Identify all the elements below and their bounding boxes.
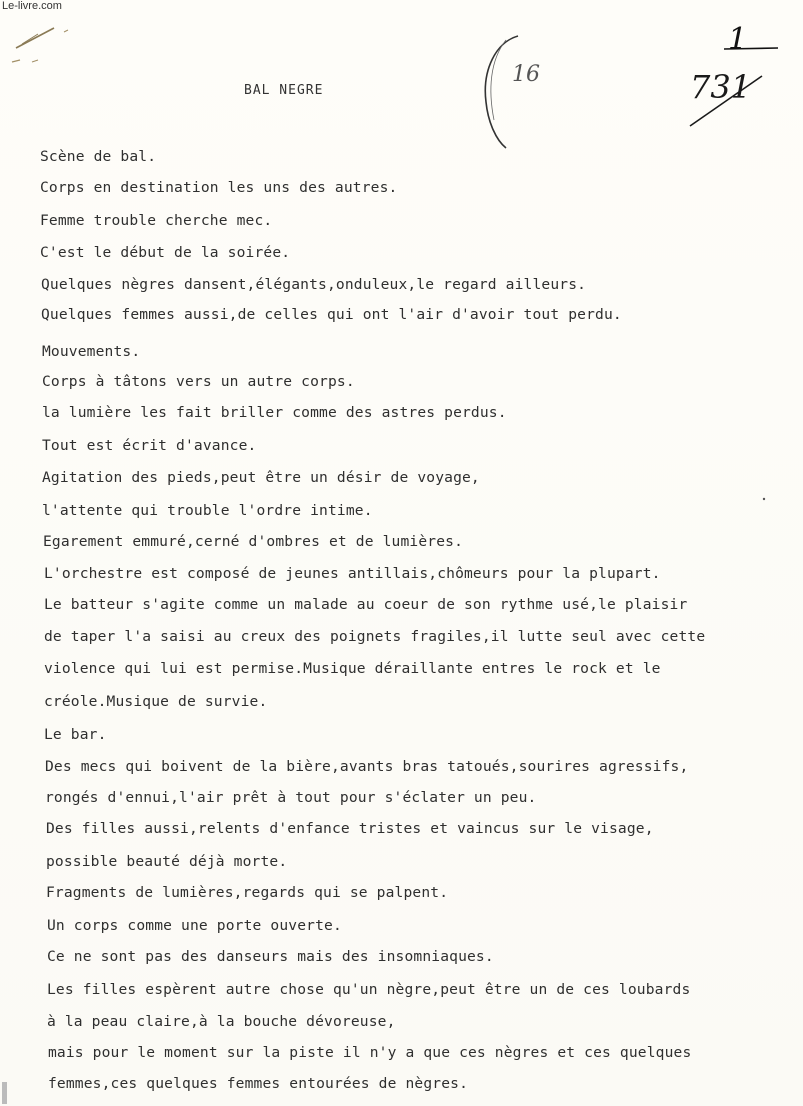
text-line: L'orchestre est composé de jeunes antillais,chômeurs pour la plupart. — [44, 565, 661, 582]
mark-icon — [0, 1078, 20, 1106]
text-line: Agitation des pieds,peut être un désir de voyage, — [42, 469, 480, 486]
text-line: femmes,ces quelques femmes entourées de nègres. — [48, 1075, 469, 1092]
text-line: Quelques nègres dansent,élégants,onduleux,le regard ailleurs. — [41, 276, 587, 293]
text-line: Mouvements. — [42, 343, 141, 360]
text-line: la lumière les fait briller comme des astres perdus. — [42, 404, 507, 421]
underline-icon — [722, 44, 782, 54]
text-line: rongés d'ennui,l'air prêt à tout pour s'éclater un peu. — [45, 789, 537, 806]
pencil-circle-icon — [478, 30, 588, 160]
text-line: Egarement emmuré,cerné d'ombres et de lumières. — [43, 533, 464, 550]
pencil-mark-icon — [8, 22, 88, 92]
watermark: Le-livre.com — [2, 0, 62, 12]
text-line: Tout est écrit d'avance. — [42, 437, 257, 454]
text-line: de taper l'a saisi au creux des poignets fragiles,il lutte seul avec cette — [44, 628, 706, 645]
text-line: Le bar. — [44, 726, 107, 743]
text-line: Un corps comme une porte ouverte. — [47, 917, 342, 934]
text-line: Quelques femmes aussi,de celles qui ont l'air d'avoir tout perdu. — [41, 306, 622, 323]
mark-icon — [760, 495, 770, 505]
text-line: Le batteur s'agite comme un malade au coeur de son rythme usé,le plaisir — [44, 596, 688, 613]
text-line: Corps à tâtons vers un autre corps. — [42, 373, 355, 390]
handwritten-page-number: 1 — [728, 22, 748, 57]
text-line: l'attente qui trouble l'ordre intime. — [42, 502, 373, 519]
text-line: possible beauté déjà morte. — [46, 853, 288, 870]
text-line: Ce ne sont pas des danseurs mais des insomniaques. — [47, 948, 494, 965]
text-line: Femme trouble cherche mec. — [40, 212, 273, 229]
text-line: Des filles aussi,relents d'enfance tristes et vaincus sur le visage, — [46, 820, 654, 837]
text-line: Les filles espèrent autre chose qu'un nègre,peut être un de ces loubards — [47, 981, 691, 998]
text-line: Scène de bal. — [40, 148, 157, 165]
handwritten-circled-number: 16 — [512, 62, 540, 87]
text-line: créole.Musique de survie. — [44, 693, 268, 710]
document-title: BAL NEGRE — [244, 83, 324, 98]
text-line: Des mecs qui boivent de la bière,avants bras tatoués,sourires agressifs, — [45, 758, 689, 775]
text-line: Corps en destination les uns des autres. — [40, 179, 398, 196]
text-line: à la peau claire,à la bouche dévoreuse, — [47, 1013, 396, 1030]
text-line: mais pour le moment sur la piste il n'y a que ces nègres et ces quelques — [48, 1044, 692, 1061]
handwritten-reference: 731 — [690, 68, 752, 106]
text-line: violence qui lui est permise.Musique déraillante entres le rock et le — [44, 660, 661, 677]
slash-icon — [686, 72, 766, 132]
text-line: Fragments de lumières,regards qui se palpent. — [46, 884, 449, 901]
text-line: C'est le début de la soirée. — [40, 244, 291, 261]
